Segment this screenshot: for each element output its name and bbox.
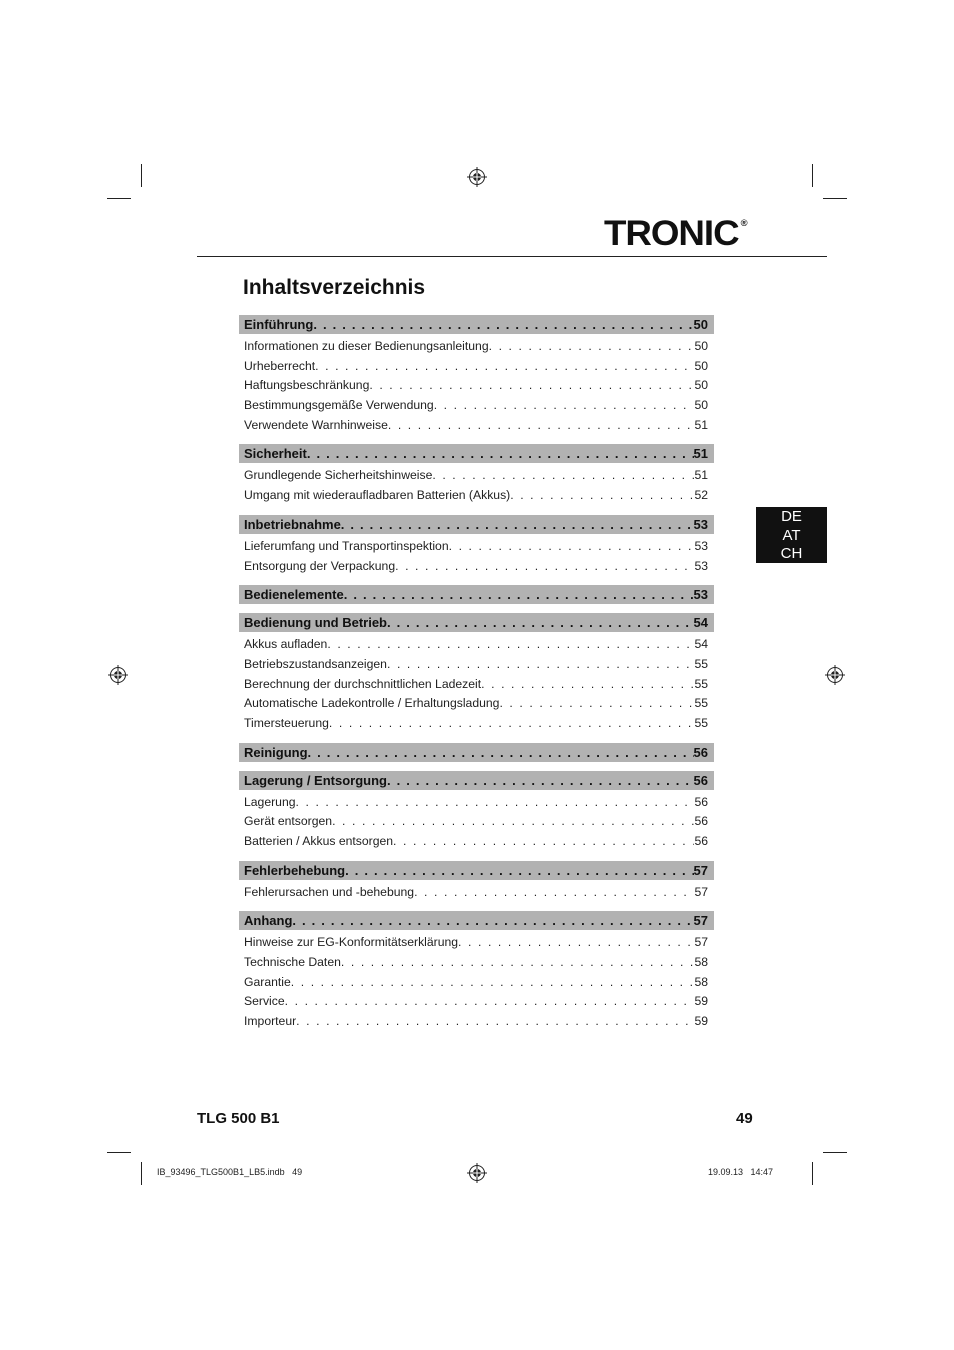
- toc-leader: [481, 675, 694, 695]
- toc-entry-page: 55: [694, 696, 708, 711]
- toc-section-title: Bedienung und Betrieb: [244, 615, 387, 631]
- toc-entry-title: Grundlegende Sicherheitshinweise: [244, 468, 433, 483]
- toc-entry[interactable]: [244, 376, 708, 396]
- toc-leader: [458, 933, 694, 953]
- registration-mark-icon: [825, 665, 845, 685]
- toc-entry[interactable]: [244, 337, 708, 357]
- toc-entry[interactable]: [244, 557, 708, 577]
- toc-entry-title: Hinweise zur EG-Konformitätserklärung: [244, 935, 459, 950]
- toc-leader: [387, 655, 694, 675]
- toc-section-heading[interactable]: [239, 743, 714, 762]
- toc-entry-list: [239, 463, 714, 505]
- language-code: AT: [782, 526, 801, 544]
- toc-entry[interactable]: [244, 396, 708, 416]
- crop-mark: [812, 1162, 813, 1185]
- toc-section: [239, 585, 714, 604]
- toc-entry[interactable]: [244, 694, 708, 714]
- toc-leader: [332, 812, 694, 832]
- toc-leader: [315, 357, 694, 377]
- toc-section-title: Inbetriebnahme: [244, 516, 341, 532]
- toc-leader: [449, 537, 695, 557]
- toc-entry[interactable]: [244, 635, 708, 655]
- toc-section-heading[interactable]: [239, 771, 714, 790]
- toc-entry-page: 50: [694, 398, 708, 413]
- toc-section-page: 50: [693, 317, 708, 332]
- toc-entry[interactable]: [244, 675, 708, 695]
- registration-mark-icon: [108, 665, 128, 685]
- toc-entry[interactable]: [244, 832, 708, 852]
- toc-section-page: 56: [693, 744, 708, 760]
- toc-section: [239, 771, 714, 852]
- toc-entry-page: 55: [694, 656, 708, 671]
- toc-entry-page: 50: [694, 358, 708, 373]
- crop-mark: [141, 164, 142, 187]
- toc-section-heading[interactable]: [239, 585, 714, 604]
- toc-entry-title: Technische Daten: [244, 955, 341, 970]
- toc-entry-title: Batterien / Akkus entsorgen: [244, 834, 394, 848]
- toc-leader: [434, 396, 695, 416]
- toc-entry-page: 55: [694, 715, 708, 730]
- toc-entry-title: Lagerung: [244, 794, 296, 809]
- toc-section-page: 54: [693, 615, 708, 631]
- toc-section-heading[interactable]: [239, 315, 714, 334]
- language-code: CH: [780, 545, 803, 562]
- toc-leader: [499, 694, 694, 714]
- toc-entry-page: 58: [694, 974, 708, 989]
- toc-leader: [395, 557, 694, 577]
- table-of-contents: [239, 315, 714, 1041]
- toc-leader: [307, 444, 694, 463]
- toc-entry-page: 55: [694, 676, 708, 691]
- registration-mark-icon: [467, 1163, 487, 1183]
- toc-entry[interactable]: [244, 992, 708, 1012]
- toc-section-page: 57: [693, 862, 708, 878]
- toc-entry-title: Betriebszustandsanzeigen: [244, 656, 387, 671]
- toc-entry-title: Bestimmungsgemäße Verwendung: [244, 398, 434, 413]
- toc-section-page: 53: [693, 587, 708, 603]
- toc-entry-page: 57: [694, 935, 708, 950]
- toc-entry-list: [239, 930, 714, 1031]
- print-slug-date: 19.09.13 14:47: [708, 1167, 774, 1177]
- toc-entry-title: Berechnung der durchschnittlichen Ladezeit: [244, 676, 482, 691]
- crop-mark: [812, 164, 813, 187]
- toc-entry[interactable]: [244, 933, 708, 953]
- toc-entry-list: [239, 790, 714, 852]
- toc-entry-page: 56: [694, 794, 708, 809]
- toc-section-title: Fehlerbehebung: [244, 862, 346, 878]
- crop-mark: [141, 1162, 142, 1185]
- toc-entry-page: 57: [694, 884, 708, 899]
- toc-entry[interactable]: [244, 1012, 708, 1032]
- toc-leader: [329, 714, 695, 734]
- page-title: Inhaltsverzeichnis: [243, 276, 426, 299]
- toc-section-heading[interactable]: [239, 861, 714, 880]
- toc-section-title: Bedienelemente: [244, 587, 344, 603]
- toc-section-title: Reinigung: [244, 744, 308, 760]
- toc-entry-title: Automatische Ladekontrolle / Erhaltungsladung: [244, 696, 500, 711]
- toc-entry-title: Timersteuerung: [244, 715, 329, 730]
- toc-leader: [285, 992, 695, 1012]
- toc-entry[interactable]: [244, 416, 708, 436]
- toc-section-title: Einführung: [244, 317, 314, 332]
- toc-leader: [510, 486, 694, 506]
- toc-leader: [432, 466, 694, 486]
- crop-mark: [823, 1152, 847, 1153]
- toc-section-heading[interactable]: [239, 911, 714, 930]
- header-rule: [197, 256, 827, 257]
- toc-entry-page: 59: [694, 994, 708, 1009]
- toc-leader: [369, 376, 694, 396]
- crop-mark: [823, 198, 847, 199]
- toc-entry-title: Importeur: [244, 1014, 297, 1029]
- page-number: 49: [736, 1110, 753, 1127]
- toc-entry-title: Akkus aufladen: [244, 637, 328, 652]
- toc-entry[interactable]: [244, 537, 708, 557]
- toc-entry-title: Entsorgung der Verpackung: [244, 558, 396, 573]
- toc-section-page: 57: [693, 913, 708, 929]
- registered-mark: ®: [740, 218, 748, 228]
- toc-entry-title: Informationen zu dieser Bedienungsanleitung: [244, 339, 489, 353]
- toc-entry[interactable]: [244, 486, 708, 506]
- toc-entry[interactable]: [244, 812, 708, 832]
- toc-entry-title: Service: [244, 994, 285, 1009]
- toc-entry-list: [239, 632, 714, 733]
- toc-leader: [296, 793, 695, 813]
- toc-section-page: 56: [693, 772, 708, 788]
- toc-section: [239, 911, 714, 1031]
- toc-section: [239, 861, 714, 903]
- toc-entry-title: Lieferumfang und Transportinspektion: [244, 538, 449, 553]
- toc-entry-page: 56: [694, 814, 708, 829]
- toc-entry-list: [239, 880, 714, 903]
- toc-section: [239, 444, 714, 505]
- toc-entry-title: Garantie: [244, 974, 291, 989]
- toc-entry-page: 56: [694, 834, 708, 848]
- toc-entry[interactable]: [244, 973, 708, 993]
- toc-section: [239, 613, 714, 733]
- toc-leader: [393, 832, 694, 852]
- toc-leader: [308, 743, 694, 762]
- toc-entry[interactable]: [244, 953, 708, 973]
- toc-entry-page: 53: [694, 558, 708, 573]
- toc-leader: [341, 515, 694, 534]
- toc-section: [239, 743, 714, 762]
- language-tab: [756, 507, 827, 563]
- toc-entry-list: [239, 334, 714, 435]
- toc-entry-title: Umgang mit wiederaufladbaren Batterien (Akkus): [244, 488, 511, 503]
- brand-logo: [604, 214, 746, 254]
- toc-entry-list: [239, 534, 714, 576]
- toc-leader: [292, 911, 693, 930]
- toc-entry[interactable]: [244, 466, 708, 486]
- toc-entry[interactable]: [244, 655, 708, 675]
- toc-entry-page: 51: [694, 468, 708, 483]
- toc-leader: [341, 953, 695, 973]
- footer-model: TLG 500 B1: [197, 1110, 280, 1127]
- toc-section-title: Lagerung / Entsorgung: [244, 772, 387, 788]
- toc-section-title: Sicherheit: [244, 446, 307, 462]
- toc-leader: [387, 771, 694, 790]
- language-code: DE: [781, 508, 802, 525]
- toc-entry[interactable]: [244, 714, 708, 734]
- toc-entry-page: 50: [694, 339, 708, 353]
- brand-name: TRONIC: [604, 214, 739, 253]
- toc-entry-page: 53: [694, 538, 708, 553]
- toc-leader: [387, 613, 694, 632]
- crop-mark: [107, 198, 131, 199]
- toc-leader: [344, 585, 694, 604]
- toc-entry-page: 51: [694, 417, 708, 432]
- toc-entry-page: 50: [694, 378, 708, 393]
- toc-entry[interactable]: [244, 357, 708, 377]
- toc-leader: [313, 315, 693, 334]
- toc-leader: [414, 883, 694, 903]
- toc-section: [239, 515, 714, 576]
- toc-entry[interactable]: [244, 793, 708, 813]
- toc-entry-title: Haftungsbeschränkung: [244, 378, 370, 393]
- toc-leader: [489, 337, 695, 357]
- toc-section-page: 51: [693, 446, 708, 462]
- toc-entry-page: 52: [694, 488, 708, 503]
- toc-entry-title: Fehlerursachen und -behebung: [244, 884, 415, 899]
- registration-mark-icon: [467, 167, 487, 187]
- toc-entry-title: Verwendete Warnhinweise: [244, 417, 388, 432]
- toc-leader: [296, 1012, 694, 1032]
- toc-entry-page: 54: [694, 637, 708, 652]
- toc-section-page: 53: [693, 516, 708, 532]
- crop-mark: [107, 1152, 131, 1153]
- toc-section-heading[interactable]: [239, 515, 714, 534]
- toc-entry-title: Urheberrecht: [244, 358, 316, 373]
- toc-leader: [345, 861, 693, 880]
- toc-entry-page: 58: [694, 955, 708, 970]
- print-slug-file: IB_93496_TLG500B1_LB5.indb 49: [157, 1167, 303, 1177]
- toc-entry-title: Gerät entsorgen: [244, 814, 333, 829]
- toc-entry-page: 59: [694, 1014, 708, 1029]
- toc-leader: [291, 973, 695, 993]
- toc-section-heading[interactable]: [239, 613, 714, 632]
- toc-section-title: Anhang: [244, 913, 293, 929]
- toc-section-heading[interactable]: [239, 444, 714, 463]
- toc-leader: [327, 635, 694, 655]
- toc-section: [239, 315, 714, 435]
- toc-leader: [388, 416, 695, 436]
- toc-entry[interactable]: [244, 883, 708, 903]
